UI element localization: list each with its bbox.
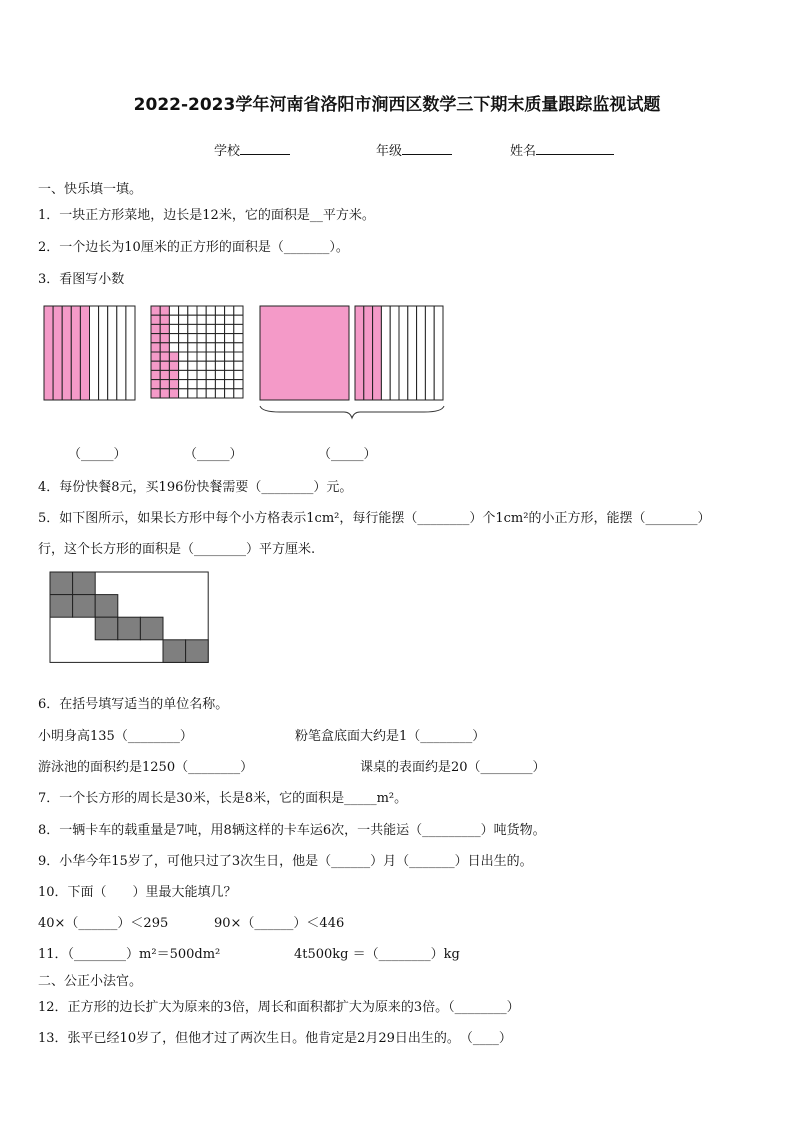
grid-cell <box>215 380 224 389</box>
strip-cell <box>90 306 99 400</box>
unit-square <box>50 595 73 618</box>
grid-cell <box>151 343 160 352</box>
grid-cell <box>160 380 169 389</box>
grid-cell <box>215 306 224 315</box>
q3-answer-c[interactable]: （_____） <box>318 447 377 462</box>
grid-cell <box>151 352 160 361</box>
strip-cell <box>99 306 108 400</box>
grid-cell <box>206 352 215 361</box>
question-10: 10．下面（ ）里最大能填几？ <box>38 885 237 900</box>
question-11-b: 4t500kg ＝（________）kg <box>294 947 460 962</box>
grid-cell <box>179 324 188 333</box>
grid-cell <box>225 306 234 315</box>
grid-cell <box>225 334 234 343</box>
grid-cell <box>169 370 178 379</box>
unit-square <box>95 617 118 640</box>
strip-cell <box>80 306 89 400</box>
strip-cell <box>399 306 408 400</box>
grid-cell <box>188 361 197 370</box>
strip-cell <box>373 306 382 400</box>
grid-cell <box>197 324 206 333</box>
grid-cell <box>215 334 224 343</box>
grid-cell <box>169 306 178 315</box>
grid-cell <box>206 324 215 333</box>
grid-cell <box>206 380 215 389</box>
grade-blank[interactable] <box>402 142 452 155</box>
question-13: 13．张平已经10岁了，但他才过了两次生日。他肯定是2月29日出生的。 （____） <box>38 1031 512 1046</box>
grid-cell <box>197 306 206 315</box>
strip-cell <box>355 306 364 400</box>
strip-cell <box>117 306 126 400</box>
grid-cell <box>197 315 206 324</box>
grid-cell <box>160 389 169 398</box>
grid-cell <box>151 361 160 370</box>
grid-cell <box>160 343 169 352</box>
question-6-c: 游泳池的面积约是1250（________） <box>38 760 254 775</box>
question-10-b: 90×（______）＜446 <box>214 916 345 931</box>
grid-cell <box>169 389 178 398</box>
unit-square <box>95 595 118 618</box>
strip-cell <box>364 306 373 400</box>
strip-cell <box>417 306 426 400</box>
grid-cell <box>160 370 169 379</box>
section-2-heading: 二、公正小法官。 <box>38 974 143 989</box>
figure-strips-a <box>44 306 135 400</box>
grid-cell <box>160 334 169 343</box>
grid-cell <box>179 361 188 370</box>
unit-square <box>140 617 163 640</box>
page-title: 2022-2023学年河南省洛阳市涧西区数学三下期末质量跟踪监视试题 <box>133 95 661 115</box>
grid-cell <box>206 334 215 343</box>
strip-cell <box>434 306 443 400</box>
grid-cell <box>160 315 169 324</box>
question-3: 3．看图写小数 <box>38 272 125 287</box>
grid-cell <box>151 324 160 333</box>
grid-cell <box>197 352 206 361</box>
unit-square <box>118 617 141 640</box>
grid-cell <box>169 361 178 370</box>
question-2: 2．一个边长为10厘米的正方形的面积是（_______）。 <box>38 240 349 255</box>
grid-cell <box>206 343 215 352</box>
question-9: 9．小华今年15岁了，可他只过了3次生日，他是（______）月（_______）日出生的。 <box>38 854 533 869</box>
grid-cell <box>188 315 197 324</box>
grid-cell <box>169 343 178 352</box>
grid-cell <box>188 380 197 389</box>
grid-cell <box>234 334 243 343</box>
grade-label: 年级 <box>376 144 403 159</box>
grid-cell <box>169 315 178 324</box>
full-square <box>260 306 349 400</box>
strip-cell <box>53 306 62 400</box>
question-4: 4．每份快餐8元，买196份快餐需要（________）元。 <box>38 480 353 495</box>
question-6-a: 小明身高135（________） <box>38 729 193 744</box>
question-12: 12．正方形的边长扩大为原来的3倍，周长和面积都扩大为原来的3倍。（________） <box>38 1000 520 1015</box>
grid-cell <box>197 380 206 389</box>
grid-cell <box>234 324 243 333</box>
grid-cell <box>160 361 169 370</box>
grid-cell <box>234 370 243 379</box>
name-blank[interactable] <box>536 142 614 155</box>
grid-cell <box>234 380 243 389</box>
question-11-a: 11．（________）m²＝500dm² <box>38 947 221 962</box>
strip-cell <box>44 306 53 400</box>
figure-strips-c <box>355 306 443 400</box>
grid-cell <box>234 361 243 370</box>
grid-cell <box>188 370 197 379</box>
question-8: 8．一辆卡车的载重量是7吨，用8辆这样的卡车运6次，一共能运（_________）吨货物。 <box>38 823 546 838</box>
grid-cell <box>225 324 234 333</box>
grid-cell <box>215 324 224 333</box>
strip-cell <box>108 306 117 400</box>
grid-cell <box>188 343 197 352</box>
section-1-heading: 一、快乐填一填。 <box>38 182 143 197</box>
grid-cell <box>234 352 243 361</box>
unit-square <box>163 640 186 663</box>
grid-cell <box>234 315 243 324</box>
brace-icon <box>260 406 444 418</box>
grid-cell <box>179 370 188 379</box>
question-1: 1．一块正方形菜地，边长是12米，它的面积是__平方米。 <box>38 208 375 223</box>
figure-rectangle-grid <box>50 572 208 662</box>
grid-cell <box>151 370 160 379</box>
grid-cell <box>179 343 188 352</box>
question-5-line-2: 行，这个长方形的面积是（________）平方厘米. <box>38 542 316 557</box>
grid-cell <box>197 334 206 343</box>
question-6-d: 课桌的表面约是20（________） <box>360 760 546 775</box>
question-5-line-1: 5．如下图所示，如果长方形中每个小方格表示1cm²，每行能摆（________）个1cm²的小正方形，能摆（________） <box>38 511 711 526</box>
question-10-a: 40×（______）＜295 <box>38 916 169 931</box>
figure-grid-b <box>151 306 243 398</box>
rectangle-outline <box>50 572 208 662</box>
grid-cell <box>151 315 160 324</box>
grid-cell <box>206 370 215 379</box>
grid-cell <box>225 343 234 352</box>
q3-answer-a[interactable]: （_____） <box>68 447 127 462</box>
grid-cell <box>215 352 224 361</box>
grid-cell <box>179 315 188 324</box>
school-label: 学校 <box>214 144 241 159</box>
unit-square <box>50 572 73 595</box>
grid-cell <box>197 361 206 370</box>
strip-cell <box>408 306 417 400</box>
grid-cell <box>197 370 206 379</box>
grid-cell <box>169 334 178 343</box>
grid-cell <box>179 306 188 315</box>
grid-cell <box>169 380 178 389</box>
grid-cell <box>151 334 160 343</box>
grid-cell <box>206 389 215 398</box>
grid-cell <box>188 306 197 315</box>
grid-cell <box>160 324 169 333</box>
unit-square <box>73 572 96 595</box>
grid-cell <box>206 361 215 370</box>
strip-cell <box>126 306 135 400</box>
grid-cell <box>188 352 197 361</box>
question-6: 6．在括号填写适当的单位名称。 <box>38 697 229 712</box>
grid-cell <box>188 389 197 398</box>
grid-cell <box>215 315 224 324</box>
strip-cell <box>71 306 80 400</box>
school-field[interactable] <box>214 142 290 160</box>
strip-cell <box>425 306 434 400</box>
grid-cell <box>197 343 206 352</box>
grid-cell <box>160 306 169 315</box>
grid-cell <box>151 389 160 398</box>
grid-cell <box>234 389 243 398</box>
q3-answer-b[interactable]: （_____） <box>184 447 243 462</box>
grid-cell <box>206 306 215 315</box>
grid-cell <box>225 389 234 398</box>
grid-cell <box>169 324 178 333</box>
grid-cell <box>179 334 188 343</box>
grid-cell <box>234 306 243 315</box>
school-blank[interactable] <box>240 142 290 155</box>
grid-cell <box>151 380 160 389</box>
unit-square <box>73 595 96 618</box>
strip-cell <box>381 306 390 400</box>
question-7: 7．一个长方形的周长是30米，长是8米，它的面积是_____m²。 <box>38 791 408 806</box>
grid-cell <box>225 352 234 361</box>
grid-cell <box>179 389 188 398</box>
grid-cell <box>206 315 215 324</box>
strip-cell <box>390 306 399 400</box>
grid-cell <box>188 334 197 343</box>
grid-cell <box>169 352 178 361</box>
grid-cell <box>215 370 224 379</box>
grid-cell <box>215 389 224 398</box>
grid-cell <box>197 389 206 398</box>
name-field[interactable] <box>510 142 614 160</box>
grid-cell <box>215 361 224 370</box>
grid-cell <box>234 343 243 352</box>
strip-cell <box>62 306 71 400</box>
name-label: 姓名 <box>510 144 537 159</box>
figure-square-c <box>260 306 349 400</box>
grid-cell <box>179 352 188 361</box>
grid-cell <box>225 370 234 379</box>
grid-cell <box>225 315 234 324</box>
question-6-b: 粉笔盒底面大约是1（________） <box>295 729 486 744</box>
grid-cell <box>225 361 234 370</box>
grade-field[interactable] <box>376 142 452 160</box>
grid-cell <box>160 352 169 361</box>
grid-cell <box>179 380 188 389</box>
unit-square <box>186 640 209 663</box>
grid-cell <box>151 306 160 315</box>
grid-cell <box>225 380 234 389</box>
grid-cell <box>215 343 224 352</box>
grid-cell <box>188 324 197 333</box>
